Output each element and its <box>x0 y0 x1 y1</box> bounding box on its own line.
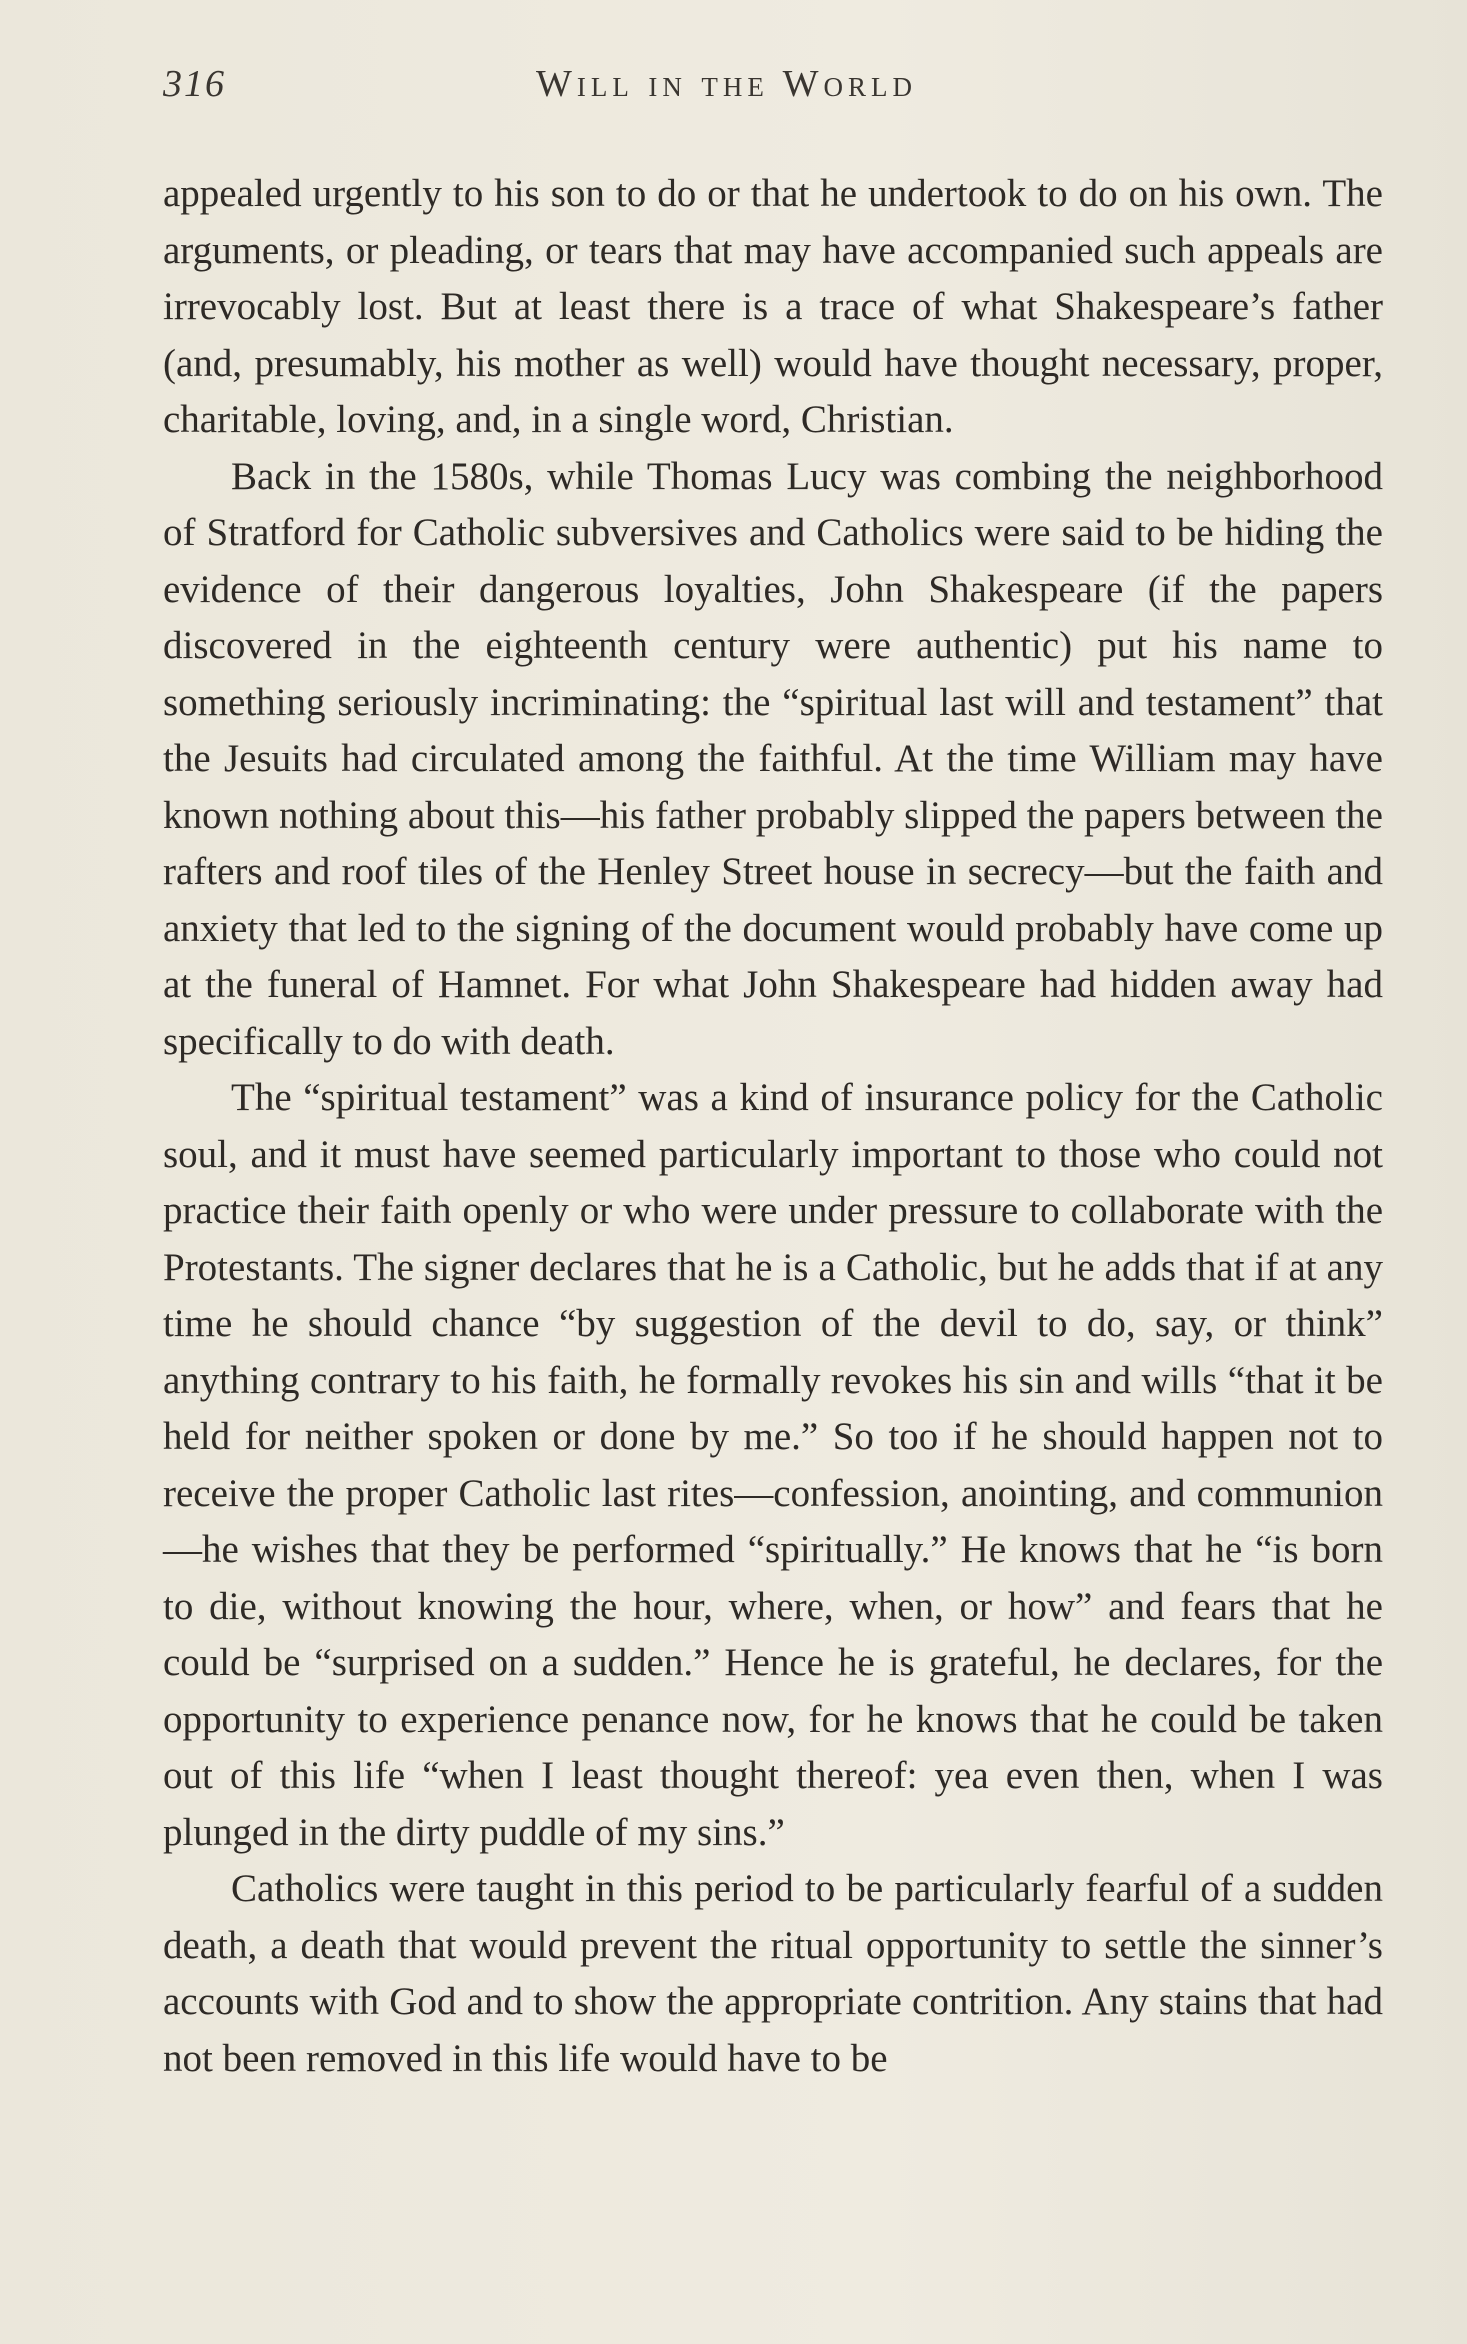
body-text <box>163 166 1383 2087</box>
paragraph-1: appealed urgently to his son to do or that he undertook to do on his own. The arguments, or pleading, or tears that may have accompanied such appeals are irrevocably lost. But at least there is a trace of what Shakespeare’s father (and, presumably, his mother as well) would have thought necessary, proper, charitable, loving, and, in a single word, Christian. <box>163 172 1383 441</box>
paragraph-3: The “spiritual testament” was a kind of insurance policy for the Catholic soul, and it must have seemed particularly important to those who could not practice their faith openly or who were under pressure to collaborate with the Protestants. The signer declares that he is a Catholic, but he adds that if at any time he should chance “by suggestion of the devil to do, say, or think” anything contrary to his faith, he formally revokes his sin and wills “that it be held for neither spoken or done by me.” So too if he should happen not to receive the proper Catholic last rites—confession, anointing, and communion—he wishes that they be performed “spiritually.” He knows that he “is born to die, without knowing the hour, where, when, or how” and fears that he could be “surprised on a sudden.” Hence he is grateful, he declares, for the opportunity to experience penance now, for he knows that he could be taken out of this life “when I least thought thereof: yea even then, when I was plunged in the dirty puddle of my sins.” <box>163 1076 1383 1854</box>
paragraph-4: Catholics were taught in this period to be particularly fearful of a sudden death, a death that would prevent the ritual opportunity to settle the sinner’s accounts with God and to show the appropriate contrition. Any stains that had not been removed in this life would have to be <box>163 1867 1383 2080</box>
page-number: 316 <box>163 63 226 105</box>
paragraph-2: Back in the 1580s, while Thomas Lucy was combing the neighborhood of Stratford for Catholic subversives and Catholics were said to be hiding the evidence of their dangerous loyalties, John Shakespeare (if the papers discovered in the eighteenth century were authentic) put his name to something seriously incriminating: the “spiritual last will and testament” that the Jesuits had circulated among the faithful. At the time William may have known nothing about this—his father probably slipped the papers between the rafters and roof tiles of the Henley Street house in secrecy—but the faith and anxiety that led to the signing of the document would probably have come up at the funeral of Hamnet. For what John Shakespeare had hidden away had specifically to do with death. <box>163 454 1383 1063</box>
running-head: Will in the World <box>536 63 917 105</box>
